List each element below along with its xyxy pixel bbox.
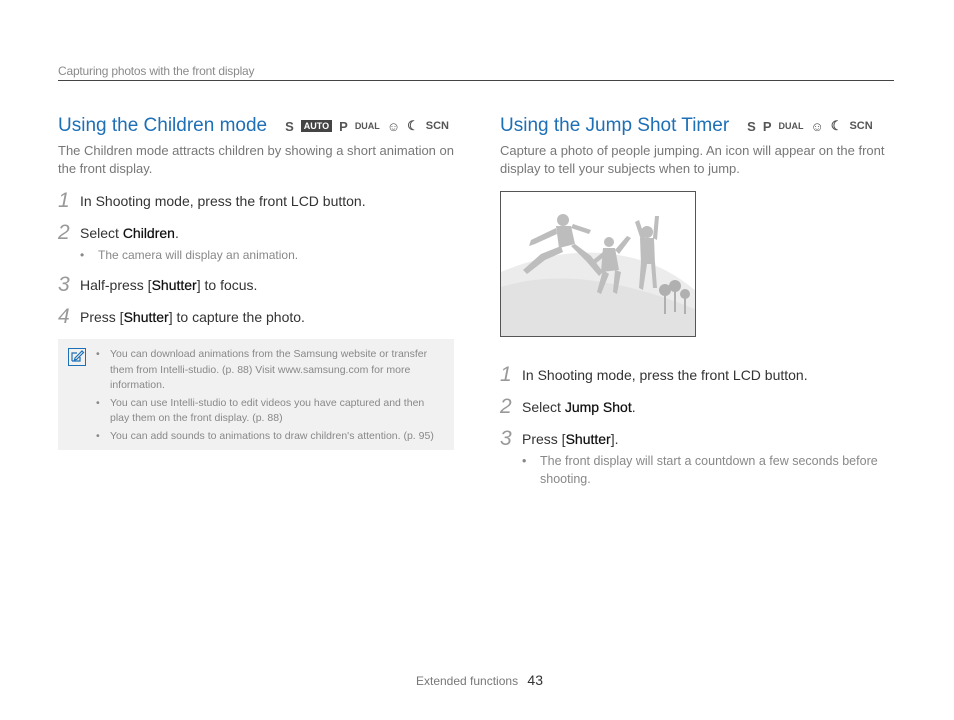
step-2 [500, 396, 896, 418]
step-number: 2 [58, 221, 70, 244]
beauty-mode-icon: ☺ [810, 118, 824, 134]
page-header [58, 62, 894, 81]
scene-mode-icon: SCN [425, 120, 449, 132]
title-row [58, 112, 454, 140]
jumping-people-picture [501, 192, 696, 337]
bullet-icon: • [80, 248, 85, 262]
step-text: Half-press [Shutter] to focus. [80, 277, 258, 293]
section-label: Capturing photos with the front display [58, 64, 255, 78]
children-mode-section [58, 112, 454, 328]
page-footer [416, 672, 543, 688]
mode-icons [285, 118, 449, 134]
night-mode-icon: ☾ [407, 118, 419, 133]
note-item: • You can download animations from the Samsung website or transfer them from Intelli-studio. (p. 88) Visit www.samsung.com for more information. [96, 348, 428, 391]
mode-icons [747, 118, 873, 134]
section-title: Using the Children mode [58, 115, 268, 136]
program-mode-icon: P [762, 118, 772, 134]
step-2-bullet [80, 246, 454, 264]
step-number: 2 [500, 395, 512, 418]
note-item: • You can add sounds to animations to draw children's attention. (p. 95) [96, 429, 434, 442]
section-title: Using the Jump Shot Timer [500, 115, 730, 136]
beauty-mode-icon: ☺ [386, 118, 401, 134]
step-2 [58, 222, 454, 244]
step-number: 3 [58, 273, 70, 296]
intro-text: The Children mode attracts children by showing a short animation on the front display. [58, 143, 454, 176]
bullet-text: The camera will display an animation. [98, 248, 299, 262]
dual-is-mode-icon: DUAL [778, 121, 804, 131]
step-text: Select Children. [80, 225, 179, 241]
step-1 [58, 190, 454, 212]
step-3-bullet [522, 452, 896, 488]
auto-mode-icon: AUTO [301, 120, 332, 132]
note-icon [68, 348, 86, 366]
step-4 [58, 306, 454, 328]
note-box [58, 339, 454, 450]
program-mode-icon: P [339, 118, 348, 134]
step-1 [500, 364, 896, 386]
step-3 [58, 274, 454, 296]
intro-text: Capture a photo of people jumping. An icon will appear on the front display to tell your subjects when to jump. [500, 143, 885, 176]
step-text: In Shooting mode, press the front LCD button. [522, 367, 808, 383]
step-text: Press [Shutter] to capture the photo. [80, 309, 305, 325]
smart-mode-icon: S [285, 118, 294, 134]
bullet-icon: • [522, 454, 527, 468]
step-3 [500, 428, 896, 450]
scene-mode-icon: SCN [849, 120, 873, 132]
page-number: 43 [527, 672, 543, 688]
step-number: 1 [58, 189, 70, 212]
jump-shot-section [500, 112, 896, 178]
step-text: Select Jump Shot. [522, 399, 636, 415]
smart-mode-icon: S [747, 118, 756, 134]
night-mode-icon: ☾ [830, 118, 843, 133]
step-number: 3 [500, 427, 512, 450]
footer-label: Extended functions [416, 674, 519, 688]
note-list [96, 347, 446, 446]
jump-shot-illustration [500, 191, 696, 337]
step-number: 4 [58, 305, 70, 328]
dual-is-mode-icon: DUAL [354, 121, 380, 131]
step-text: Press [Shutter]. [522, 431, 619, 447]
jump-shot-steps [500, 352, 896, 488]
bullet-text: The front display will start a countdown a few seconds before shooting. [540, 454, 878, 486]
step-text: In Shooting mode, press the front LCD button. [80, 193, 366, 209]
step-number: 1 [500, 363, 512, 386]
note-item: • You can use Intelli-studio to edit videos you have captured and then play them on the front display. (p. 88) [96, 396, 425, 424]
title-row [500, 112, 896, 140]
